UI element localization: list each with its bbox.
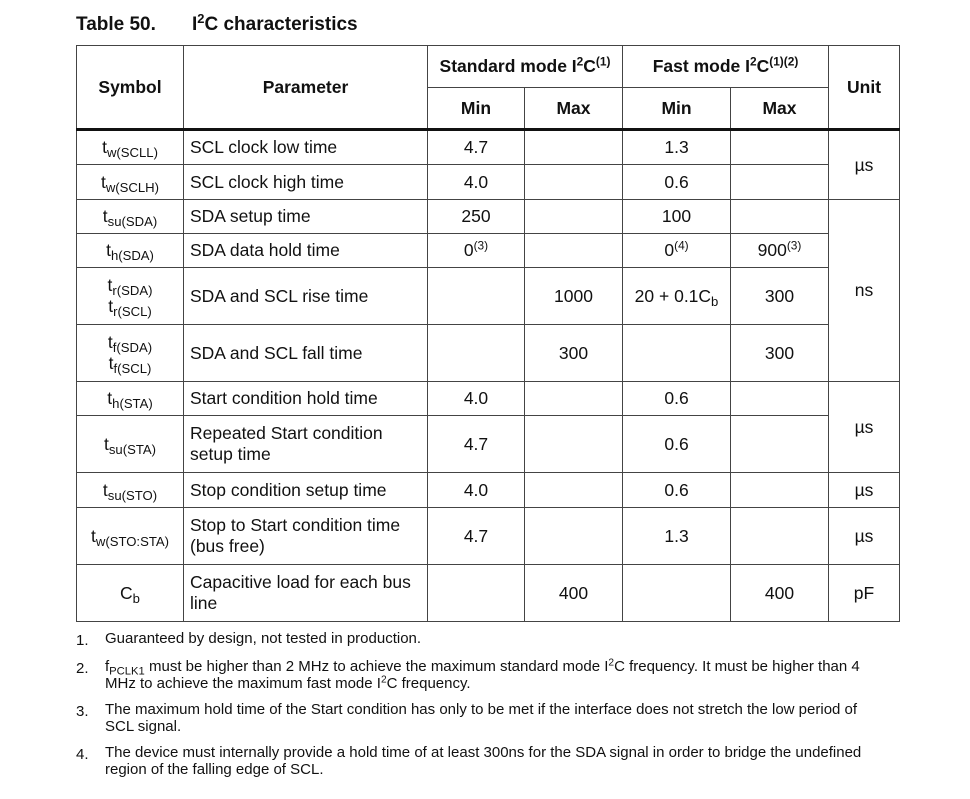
- table-row: [77, 565, 900, 622]
- unit-cell: µs: [829, 382, 900, 473]
- footnote: [76, 744, 876, 778]
- table-title: [76, 10, 358, 36]
- fast-min-cell: 0.6: [623, 165, 731, 200]
- table-row: [77, 234, 900, 268]
- unit-cell: µs: [829, 130, 900, 200]
- fast-max-cell: 300: [731, 268, 829, 325]
- parameter-cell: Capacitive load for each bus line: [184, 565, 428, 622]
- footnote-number: 2.: [76, 660, 89, 677]
- symbol-cell: $t_{su(STO)}$: [77, 473, 184, 508]
- symbol-cell: $t_{su(STA)}$: [77, 416, 184, 473]
- table-row: [77, 130, 900, 165]
- parameter-cell: Stop condition setup time: [184, 473, 428, 508]
- footnote: [76, 658, 876, 692]
- table-row: [77, 268, 900, 325]
- fast-max-cell: [731, 130, 829, 165]
- table-row: [77, 165, 900, 200]
- i2c-characteristics-table: [76, 45, 900, 622]
- unit-cell: ns: [829, 200, 900, 382]
- table-row: [77, 508, 900, 565]
- fast-min-cell: [623, 325, 731, 382]
- symbol-cell: $t_{r(SDA)}$ $t_{r(SCL)}$: [77, 268, 184, 325]
- symbol-cell: $t_{h(STA)}$: [77, 382, 184, 416]
- std-max-cell: 400: [525, 565, 623, 622]
- unit-cell: µs: [829, 473, 900, 508]
- table-row: [77, 473, 900, 508]
- std-max-cell: 1000: [525, 268, 623, 325]
- table-row: [77, 382, 900, 416]
- fast-min-cell: 0.6: [623, 416, 731, 473]
- std-max-cell: [525, 508, 623, 565]
- std-max-cell: [525, 473, 623, 508]
- fast-min-cell: 0.6: [623, 382, 731, 416]
- std-max-cell: [525, 130, 623, 165]
- fast-min-cell: $20 + 0.1C_b$: [623, 268, 731, 325]
- std-min-cell: 4.7: [428, 130, 525, 165]
- fast-min-cell: 100: [623, 200, 731, 234]
- std-min-header: Min: [428, 88, 525, 130]
- parameter-cell: SCL clock low time: [184, 130, 428, 165]
- std-min-cell: 0$^{(3)}$: [428, 234, 525, 268]
- fast-max-cell: 300: [731, 325, 829, 382]
- footnotes: [76, 630, 876, 787]
- std-max-cell: [525, 200, 623, 234]
- fast-min-cell: 1.3: [623, 130, 731, 165]
- fast-max-cell: [731, 382, 829, 416]
- parameter-cell: SDA and SCL rise time: [184, 268, 428, 325]
- std-max-cell: [525, 416, 623, 473]
- unit-header: Unit: [829, 46, 900, 130]
- fast-min-cell: 1.3: [623, 508, 731, 565]
- unit-cell: pF: [829, 565, 900, 622]
- std-min-cell: 4.0: [428, 473, 525, 508]
- footnote-text: $f_{PCLK1}$ must be higher than 2 MHz to achieve the maximum standard mode $I^2C$ frequency. It must be higher than 4 MHz to achieve the maximum fast mode $I^2C$ frequency.: [105, 657, 860, 692]
- fast-max-cell: [731, 416, 829, 473]
- table-title-text: $I^2C$ characteristics: [192, 10, 358, 35]
- fast-max-cell: [731, 473, 829, 508]
- header-row: [77, 46, 900, 88]
- footnote-number: 3.: [76, 703, 89, 720]
- std-min-cell: 4.0: [428, 382, 525, 416]
- fast-min-cell: 0.6: [623, 473, 731, 508]
- fast-min-header: Min: [623, 88, 731, 130]
- table-number: Table 50.: [76, 14, 156, 35]
- fast-max-cell: [731, 200, 829, 234]
- symbol-header: Symbol: [77, 46, 184, 130]
- parameter-cell: SDA setup time: [184, 200, 428, 234]
- standard-mode-header: Standard mode $I^2C^{(1)}$: [428, 46, 623, 88]
- parameter-cell: SDA and SCL fall time: [184, 325, 428, 382]
- std-min-cell: 4.0: [428, 165, 525, 200]
- table-row: [77, 325, 900, 382]
- footnote: [76, 630, 876, 649]
- unit-cell: µs: [829, 508, 900, 565]
- parameter-cell: Start condition hold time: [184, 382, 428, 416]
- fast-max-header: Max: [731, 88, 829, 130]
- footnote-text: Guaranteed by design, not tested in production.: [105, 630, 422, 647]
- footnote-text: The device must internally provide a hold time of at least 300ns for the SDA signal in order to bridge the undefined region of the falling edge of SCL.: [105, 744, 862, 778]
- table-row: [77, 200, 900, 234]
- std-max-header: Max: [525, 88, 623, 130]
- std-min-cell: [428, 565, 525, 622]
- fast-mode-header: Fast mode $I^2C^{(1)(2)}$: [623, 46, 829, 88]
- footnote: [76, 701, 876, 735]
- footnote-number: 4.: [76, 746, 89, 763]
- parameter-cell: SCL clock high time: [184, 165, 428, 200]
- fast-max-cell: [731, 508, 829, 565]
- symbol-cell: $t_{w(SCLL)}$: [77, 130, 184, 165]
- footnote-number: 1.: [76, 632, 89, 649]
- std-min-cell: 4.7: [428, 416, 525, 473]
- std-max-cell: [525, 234, 623, 268]
- parameter-cell: Stop to Start condition time (bus free): [184, 508, 428, 565]
- fast-max-cell: [731, 165, 829, 200]
- std-min-cell: [428, 268, 525, 325]
- std-min-cell: [428, 325, 525, 382]
- symbol-cell: $t_{f(SDA)}$ $t_{f(SCL)}$: [77, 325, 184, 382]
- std-min-cell: 250: [428, 200, 525, 234]
- fast-min-cell: 0$^{(4)}$: [623, 234, 731, 268]
- symbol-cell: $t_{h(SDA)}$: [77, 234, 184, 268]
- std-max-cell: 300: [525, 325, 623, 382]
- symbol-cell: $C_b$: [77, 565, 184, 622]
- std-max-cell: [525, 165, 623, 200]
- std-min-cell: 4.7: [428, 508, 525, 565]
- fast-max-cell: 400: [731, 565, 829, 622]
- parameter-cell: Repeated Start condition setup time: [184, 416, 428, 473]
- table-row: [77, 416, 900, 473]
- fast-max-cell: 900$^{(3)}$: [731, 234, 829, 268]
- fast-min-cell: [623, 565, 731, 622]
- parameter-header: Parameter: [184, 46, 428, 130]
- std-max-cell: [525, 382, 623, 416]
- footnote-text: The maximum hold time of the Start condition has only to be met if the interface does not stretch the low period of SCL signal.: [105, 701, 858, 735]
- symbol-cell: $t_{w(SCLH)}$: [77, 165, 184, 200]
- symbol-cell: $t_{su(SDA)}$: [77, 200, 184, 234]
- symbol-cell: $t_{w(STO:STA)}$: [77, 508, 184, 565]
- parameter-cell: SDA data hold time: [184, 234, 428, 268]
